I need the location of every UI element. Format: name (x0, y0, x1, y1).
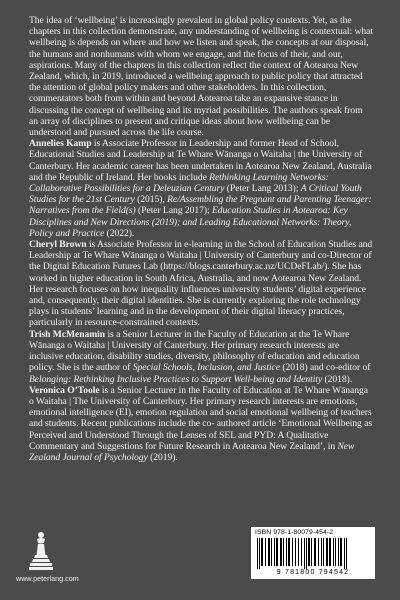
barcode-bar (261, 538, 263, 566)
isbn-label: ISBN 978-1-80079-454-2 (255, 529, 334, 536)
barcode-bar (321, 538, 322, 566)
author-name: Veronica O’Toole (29, 384, 100, 396)
chess-piece-logo-icon (28, 531, 54, 571)
barcode-bar (271, 538, 272, 566)
bio-text: (2015), (134, 194, 168, 206)
bio-text: (2018) and co-editor of (279, 362, 371, 374)
barcode-bar (274, 538, 275, 566)
barcode-bar (301, 538, 302, 566)
journal-title: New Zealand Journal of Psychology (29, 440, 355, 463)
bio-text: (2018). (322, 373, 353, 385)
book-title: Belonging: Rethinking Inclusive Practices to Support Well-being and Identity (29, 373, 323, 385)
barcode-bar (311, 538, 312, 566)
barcode-bar (333, 538, 334, 566)
barcode-bar (308, 538, 310, 566)
book-title: Rethinking Learning Networks: Collaborative Possibilities for a Deleuzian Century (29, 171, 329, 195)
barcode-bar (335, 538, 336, 566)
bio-brown (29, 239, 373, 329)
book-title: Re/Assembling the Pregnant and Parenting Teenager: Narratives from the Field(s) (29, 194, 372, 217)
barcode-bar (268, 538, 270, 566)
book-title: Education Studies in Aotearoa: Key Disciplines and New Directions (2019); and Leading Educational Networks: Theory, Policy and Practice (29, 205, 352, 239)
barcode-bar (340, 538, 342, 566)
bio-mcmenamin (29, 329, 373, 385)
barcode-bar (329, 538, 331, 566)
barcode-bar (346, 538, 347, 569)
barcode (251, 527, 375, 579)
bio-otoole (29, 385, 373, 463)
barcode-bar (276, 538, 278, 566)
barcode-bar (326, 538, 328, 566)
barcode-bar (318, 538, 319, 566)
barcode-bar (295, 538, 296, 566)
cover-text (29, 15, 373, 463)
barcode-bar (304, 538, 305, 569)
barcode-bar (257, 538, 258, 569)
author-name: Cheryl Brown (29, 239, 87, 251)
barcode-bar (338, 538, 339, 566)
bio-text: is a Senior Lecturer in the Faculty of Education at Te Whare Wānanga o Waitaha | The University of Canterbury. Her primary research interests are emotions, emotional intelligence (EI), emotion regulation and social emotional wellbeing of teachers and students. Recent publications include the co- authored article ‘Emotional Wellbeing as Perceived and Understood Through the Lenses of SEL and PYD: A Qualitative Commentary and Suggestions for Future Research in Aotearoa New Zealand’, in (29, 384, 373, 452)
book-title: A Critical Youth Studies for the 21st Century (29, 183, 362, 206)
bio-kamp (29, 138, 373, 239)
barcode-digits: 9 781800 794542 (276, 569, 350, 576)
bio-text: is a Senior Lecturer in the Faculty of Education at the Te Whare Wānanga o Waitaha | University of Canterbury. Her primary research interests are inclusive education, disability studies, diversity, philosophy of education and education policy. She is the author of (29, 328, 360, 374)
barcode-bar (344, 538, 345, 569)
publisher-url: www.peterlang.com (16, 574, 79, 583)
barcode-bar (286, 538, 287, 566)
bio-text: is Associate Professor in Leadership and former Head of School, Educational Studies and Leadership at Te Whare Wānanga o Waitaha | the University of Canterbury. Her academic career has been undertaken in Aotearoa New Zealand, Australia and the Republic of Ireland. Her books include (29, 138, 372, 183)
barcode-bar (259, 538, 260, 569)
bio-text: (2019). (147, 451, 178, 463)
barcode-bar (306, 538, 307, 569)
intro-paragraph: The idea of ‘wellbeing’ is increasingly prevalent in global policy contexts. Yet, as the chapters in this collection demonstrate, any understanding of wellbeing is contextual: what wellbeing is depends on where and how we listen and speak, the concepts at our disposal, the humans and nonhumans with whom we engage, and the focus of their, and our, aspirations. Many of the chapters in this collection reflect the context of Aotearoa New Zealand, which, in 2019, introduced a wellbeing approach to public policy that attracted the attention of global policy makers and other stakeholders. In this collection, commentators both from within and beyond Aotearoa take an expansive stance in discussing the concept of wellbeing and its myriad possibilities. The authors speak from an array of disciplines to present and critique ideas about how wellbeing can be understood and pursued across the life course. (29, 15, 373, 139)
barcode-bar (265, 538, 266, 566)
barcode-bar (298, 538, 299, 566)
author-name: Trish McMenamin (29, 328, 106, 340)
book-title: Special Schools, Inclusion, and Justice (132, 362, 280, 374)
barcode-bars (255, 538, 371, 569)
barcode-bar (323, 538, 324, 566)
author-name: Annelies Kamp (29, 138, 92, 150)
barcode-bar (280, 538, 282, 566)
bio-text: is Associate Professor in e-learning in the School of Education Studies and Leadership at Te Whare Wānanga o Waitaha | University of Canterbury and co-Director of the Digital Education Futures Lab (https://blogs.canterbury.ac.nz/UCDeFLab/). She has worked in higher education in South Africa, Australia, and now Aotearoa New Zealand. Her research focuses on how inequality influences university students’ digital experience and, consequently, their digital identities. She is currently exploring the role technology plays in students’ learning and in the development of their digital literacy practices, particularly in resource-constrained contexts. (29, 239, 373, 329)
barcode-bar (283, 538, 284, 566)
barcode-bar (292, 538, 293, 566)
bio-text: (Peter Lang 2017); (135, 205, 212, 217)
bio-text: (Peter Lang 2013); (224, 183, 301, 195)
barcode-bar (288, 538, 290, 566)
barcode-bar (314, 538, 316, 566)
bio-text: (2022). (104, 227, 135, 239)
